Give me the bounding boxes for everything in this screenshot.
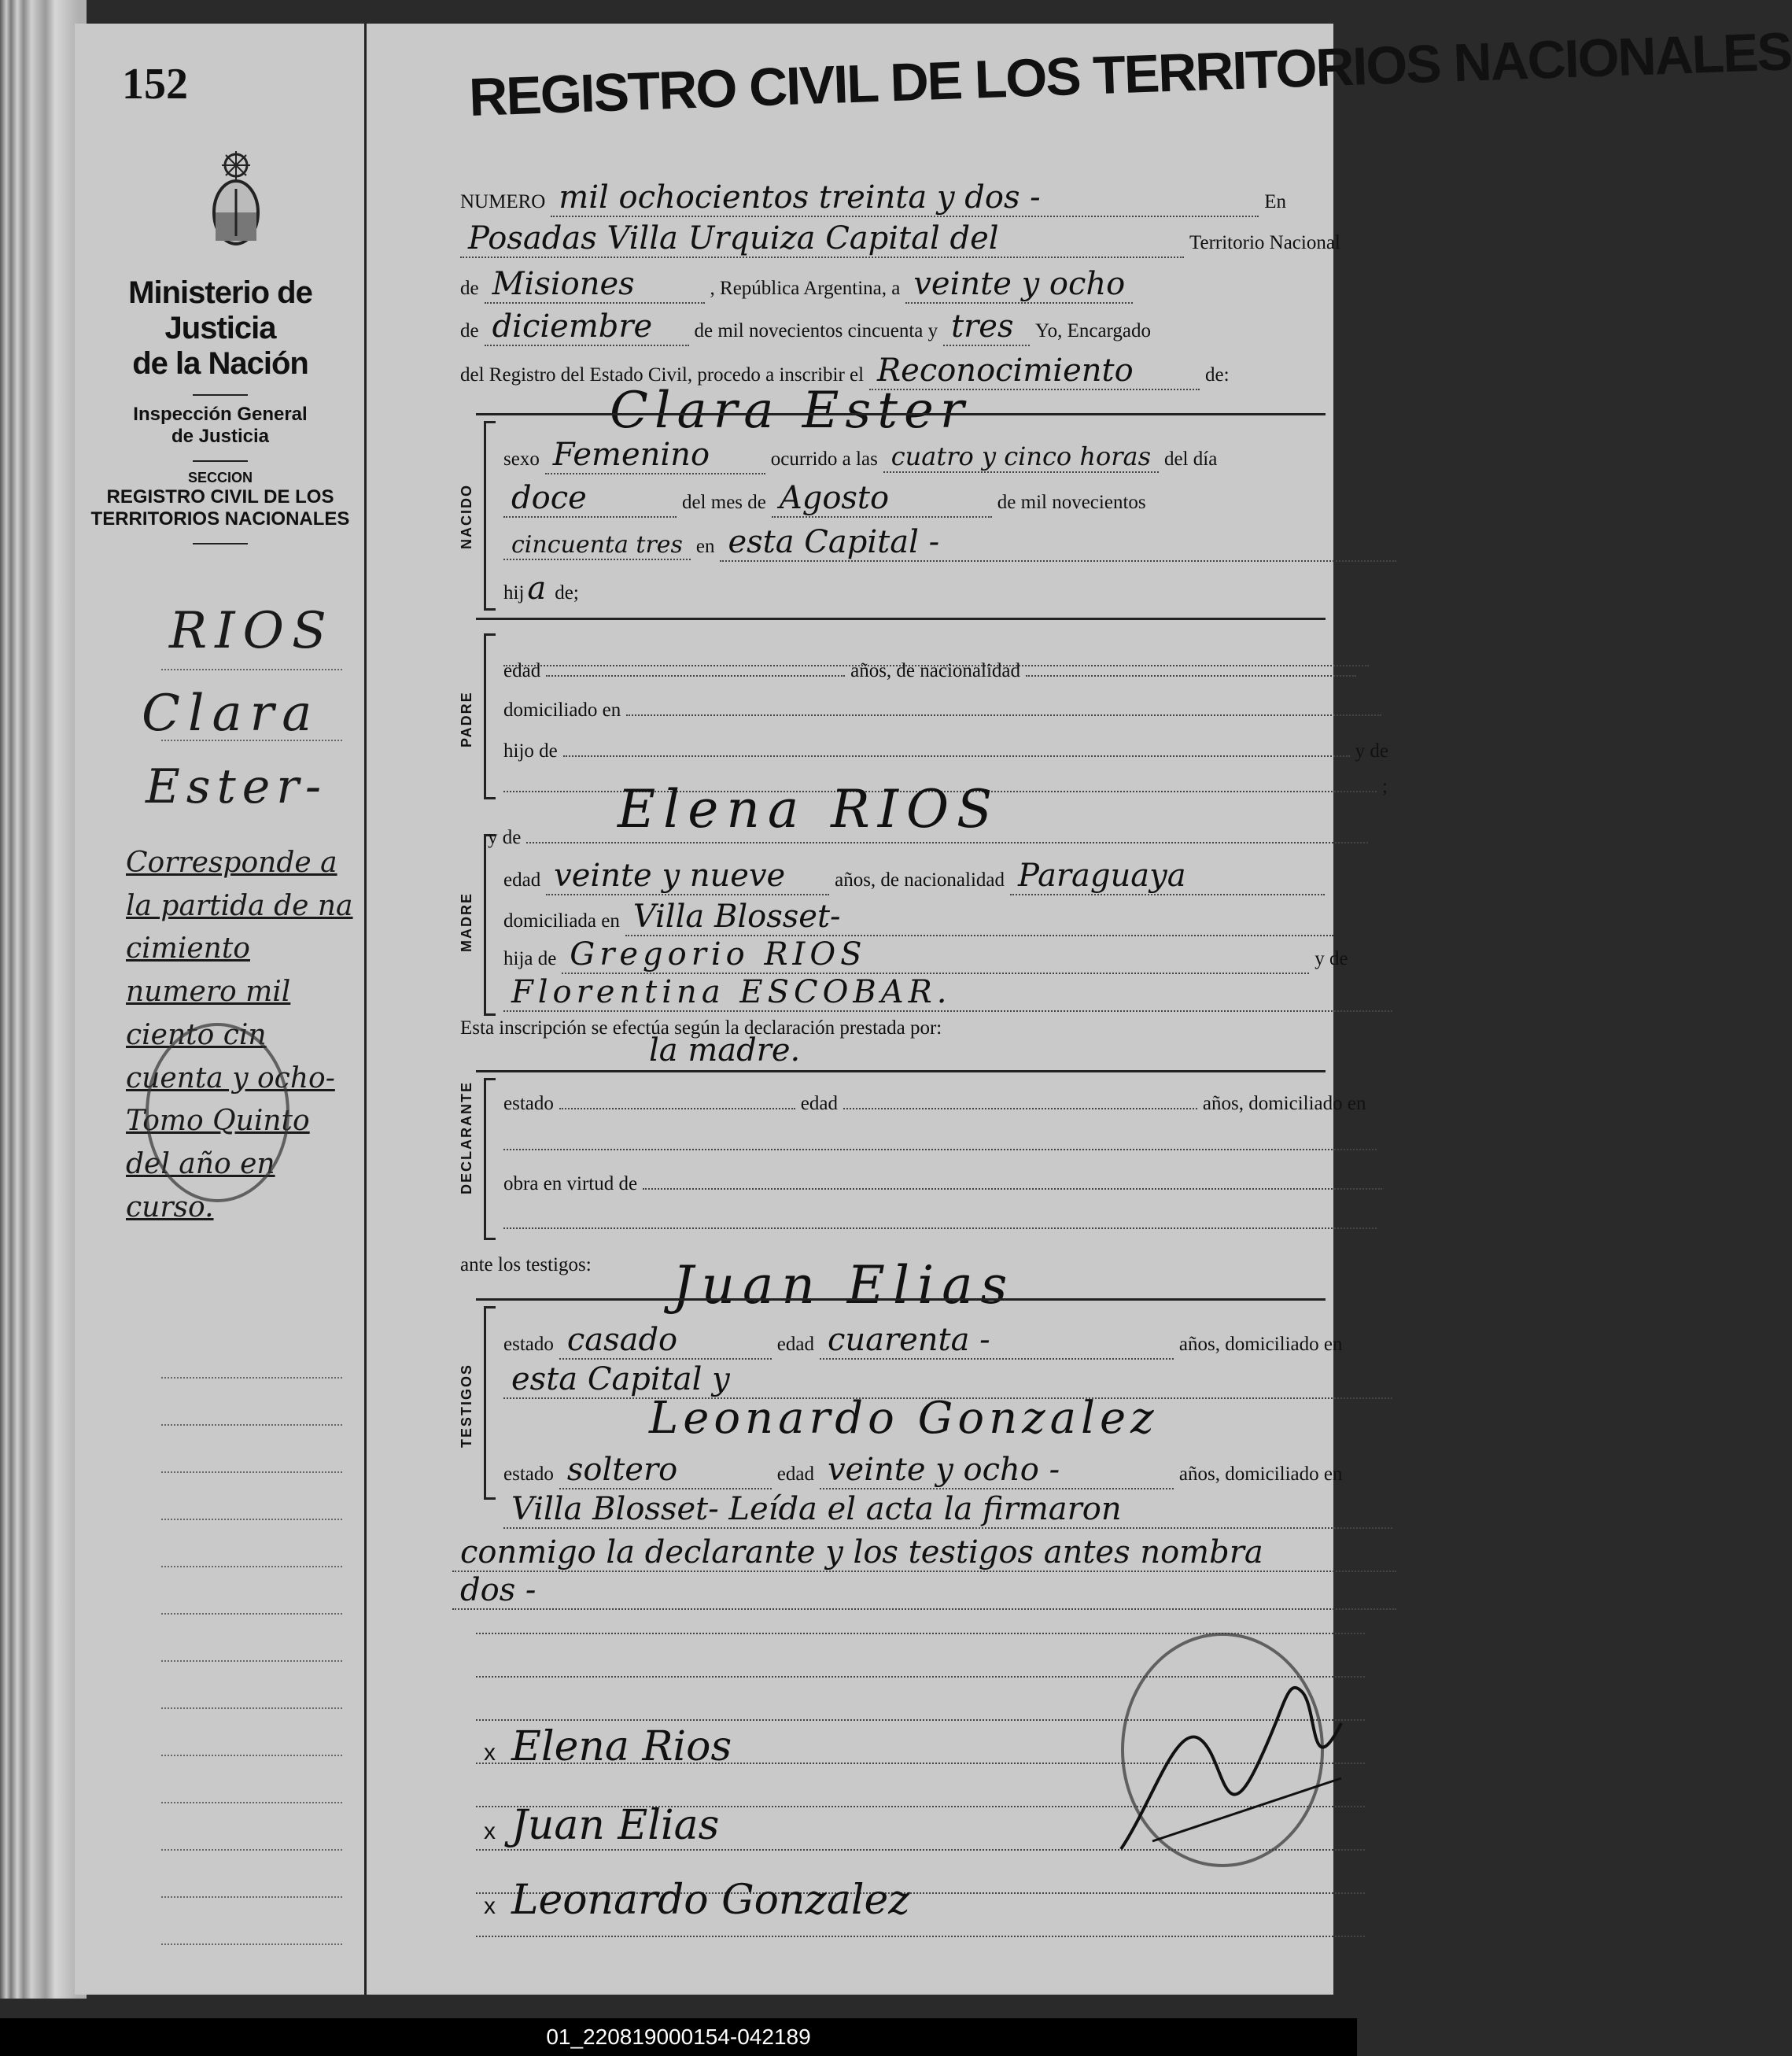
margin-surname: RIOS — [169, 602, 334, 660]
row-madre-madre — [503, 974, 1318, 1012]
ministry-line-2: de la Nación — [132, 346, 308, 381]
bracket-padre — [484, 633, 496, 799]
row-numero: NUMERO mil ochocientos treinta y dos - En — [460, 179, 1287, 216]
row-act-type: del Registro del Estado Civil, procedo a inscribir el Reconocimiento de: — [460, 353, 1230, 389]
territory-value: Misiones — [485, 266, 705, 304]
row-madre-hija: hija de Gregorio RIOS y de — [503, 936, 1348, 973]
hija-suffix: a — [527, 570, 547, 607]
w1-edad-value: cuarenta - — [820, 1322, 1174, 1360]
section-label-declarante: DECLARANTE — [459, 1081, 474, 1194]
day-value: veinte y ocho — [905, 266, 1133, 304]
madre-edad-value: veinte y nueve — [546, 858, 829, 895]
declarante-value: la madre. — [649, 1032, 801, 1069]
left-margin-column — [75, 24, 367, 1995]
row-territory-date: de Misiones , República Argentina, a veinte y ocho — [460, 266, 1318, 304]
bracket-madre — [484, 834, 496, 1016]
margin-given-name-2: Ester- — [146, 759, 328, 814]
closing-line-1: conmigo la declarante y los testigos antes nombra — [452, 1534, 1396, 1572]
row-padre-hijo: hijo de y de — [503, 740, 1389, 762]
margin-annotation: Corresponde a la partida de na cimiento numero mil ciento cin cuenta y ocho- Tomo Quinto del año en curso. — [126, 847, 353, 1224]
row-declarante-blank2 — [503, 1212, 1318, 1235]
madre-madre-value: Florentina ESCOBAR. — [503, 974, 1392, 1012]
divider — [193, 394, 248, 396]
lugar-value: esta Capital - — [720, 524, 1396, 562]
row-w2-domicilio — [503, 1491, 1318, 1529]
national-coat-of-arms-icon — [208, 149, 264, 260]
divider — [193, 543, 248, 544]
divider — [476, 1070, 1326, 1072]
w1-domicilio-value: esta Capital y — [503, 1361, 1392, 1399]
register-page — [75, 21, 1792, 1995]
person-name: Clara Ester — [610, 382, 971, 440]
ministry-line-1: Ministerio de Justicia — [128, 275, 312, 345]
page-title: REGISTRO CIVIL DE LOS TERRITORIOS NACIONALES — [468, 21, 1792, 127]
section-label: SECCION — [187, 470, 253, 485]
bracket-declarante — [484, 1078, 496, 1240]
year-value: tres — [943, 308, 1030, 346]
row-mes: doce del mes de Agosto de mil novecientos — [503, 480, 1318, 518]
witness2-name: Leonardo Gonzalez — [649, 1393, 1159, 1444]
registration-form — [374, 21, 1792, 1995]
row-w2-estado: estado soltero edad veinte y ocho - años, domiciliado en — [503, 1452, 1343, 1488]
section-label-madre: MADRE — [459, 892, 474, 952]
row-madre-edad: edad veinte y nueve años, de nacionalidad Paraguaya — [503, 858, 1318, 895]
row-ante-testigos: ante los testigos: — [460, 1254, 592, 1275]
book-edge — [0, 0, 87, 1999]
inspection-line-1: Inspección General — [133, 404, 308, 425]
w1-estado-value: casado — [559, 1322, 772, 1360]
dia-value: doce — [503, 480, 677, 518]
numero-value: mil ochocientos treinta y dos - — [551, 179, 1259, 217]
row-sexo: sexo Femenino ocurrido a las cuatro y cinco horas del día — [503, 437, 1218, 473]
w2-estado-value: soltero — [559, 1452, 772, 1489]
signature-madre: x Elena Rios — [484, 1723, 732, 1770]
folio-number: 152 — [122, 60, 188, 109]
hora-value: cuatro y cinco horas — [883, 441, 1159, 473]
row-padre-end: ; — [503, 775, 1318, 798]
month-value: diciembre — [485, 308, 689, 346]
sexo-value: Femenino — [545, 437, 765, 474]
margin-given-name-1: Clara — [142, 685, 320, 743]
row-padre-nacionalidad: edad años, de nacionalidad — [503, 659, 1318, 682]
row-person-name — [460, 382, 1318, 440]
bracket-testigos — [484, 1306, 496, 1500]
row-month-year: de diciembre de mil novecientos cincuenta y tres Yo, Encargado — [460, 308, 1152, 345]
row-declarante-obra: obra en virtud de — [503, 1172, 1318, 1195]
mes-value: Agosto — [772, 480, 992, 518]
madre-nacionalidad-value: Paraguaya — [1010, 858, 1325, 895]
row-declaracion: Esta inscripción se efectúa según la declaración prestada por: — [460, 1017, 942, 1039]
row-madre-domicilio: domiciliada en Villa Blosset- — [503, 899, 1318, 936]
section-line-1: REGISTRO CIVIL DE LOS — [106, 486, 334, 508]
row-closing-1 — [452, 1534, 1318, 1572]
madre-name: Elena RIOS — [618, 779, 1001, 840]
madre-padre-value: Gregorio RIOS — [562, 936, 1309, 974]
divider — [476, 618, 1326, 620]
section-line-2: TERRITORIOS NACIONALES — [90, 508, 350, 530]
row-declarante-estado: estado edad años, domiciliado en — [503, 1093, 1366, 1114]
row-hija: hij a de; — [503, 570, 579, 607]
section-label-nacido: NACIDO — [459, 484, 474, 549]
section-label-padre: PADRE — [459, 691, 474, 747]
w2-edad-value: veinte y ocho - — [820, 1452, 1174, 1489]
row-declarante-blank — [503, 1133, 1318, 1156]
section-label-testigos: TESTIGOS — [459, 1363, 474, 1448]
row-witness1-name — [665, 1255, 1318, 1316]
row-closing-2 — [452, 1572, 1318, 1610]
signature-witness-1: x Juan Elias — [484, 1802, 720, 1849]
divider — [193, 460, 248, 462]
divider — [476, 1298, 1326, 1301]
row-w1-estado: estado casado edad cuarenta - años, domiciliado en — [503, 1322, 1343, 1358]
official-stamp-left — [146, 1023, 289, 1202]
madre-domicilio-value: Villa Blosset- — [625, 899, 1333, 936]
row-lugar: cincuenta tres en esta Capital - — [503, 524, 1318, 562]
witness1-name: Juan Elias — [673, 1255, 1016, 1316]
anio-value: cincuenta tres — [503, 531, 691, 560]
bracket-nacido — [484, 421, 496, 611]
inspection-line-2: de Justicia — [171, 426, 270, 447]
divider — [476, 413, 1326, 415]
row-madre-yde: y de — [488, 826, 1318, 849]
signature-witness-2: x Leonardo Gonzalez — [484, 1877, 910, 1924]
place-value: Posadas Villa Urquiza Capital del — [460, 220, 1184, 258]
scan-id-footer: 01_220819000154-042189 — [0, 2018, 1357, 2056]
closing-line-2: dos - — [452, 1572, 1396, 1610]
w2-domicilio-value: Villa Blosset- Leída el acta la firmaron — [503, 1491, 1392, 1529]
act-type-value: Reconocimiento — [869, 353, 1200, 390]
row-place: Posadas Villa Urquiza Capital del Territorio Nacional — [460, 220, 1318, 258]
row-padre-domicilio: domiciliado en — [503, 699, 1318, 722]
registrar-signature-icon — [1105, 1629, 1357, 1881]
ministry-heading — [90, 275, 350, 552]
row-declarante-value — [641, 1032, 1318, 1069]
row-witness2-name — [641, 1393, 1318, 1444]
